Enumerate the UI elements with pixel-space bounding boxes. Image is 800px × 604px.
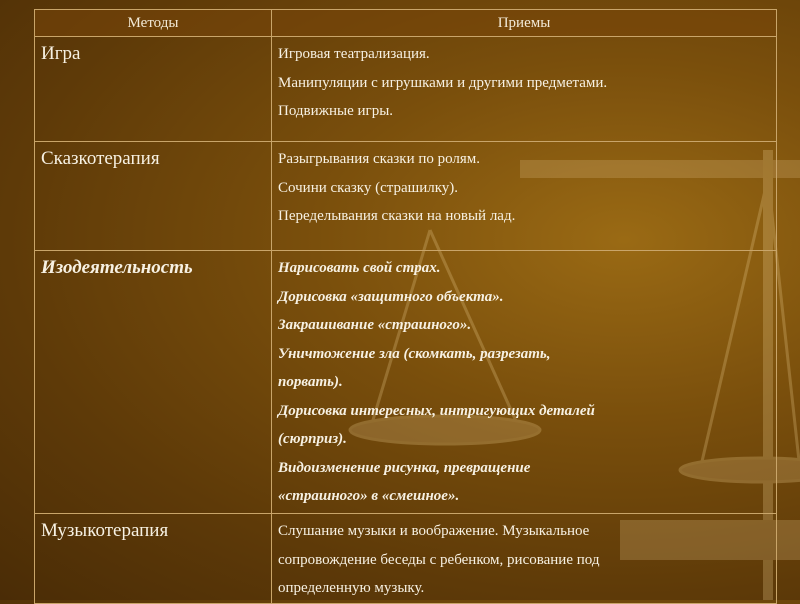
technique-line: порвать). — [278, 374, 343, 390]
technique-line: Переделывания сказки на новый лад. — [278, 208, 516, 224]
techniques-cell — [272, 514, 777, 604]
method-cell: Игра — [35, 37, 272, 142]
technique-line: Разыгрывания сказки по ролям. — [278, 151, 481, 167]
methods-table — [34, 9, 777, 604]
method-cell: Музыкотерапия — [35, 514, 272, 604]
techniques-cell — [272, 142, 777, 251]
table-row — [35, 251, 777, 514]
table-row — [35, 142, 777, 251]
technique-line: Сочини сказку (страшилку). — [278, 179, 459, 196]
techniques-cell — [272, 37, 777, 142]
techniques-cell — [272, 251, 777, 514]
header-methods: Методы — [35, 10, 272, 37]
technique-line: (сюрприз). — [278, 431, 347, 447]
technique-line: Манипуляции с игрушками и другими предметами. — [278, 74, 608, 91]
technique-line: Слушание музыки и воображение. Музыкальное — [278, 523, 590, 539]
technique-line: Нарисовать свой страх. — [278, 260, 441, 276]
technique-line: Игровая театрализация. — [278, 46, 430, 62]
table-row — [35, 37, 777, 142]
table-row — [35, 514, 777, 604]
technique-line: определенную музыку. — [278, 580, 425, 596]
technique-line: Уничтожение зла (скомкать, разрезать, — [278, 345, 551, 362]
table-header-row — [35, 10, 777, 37]
technique-line: сопровождение беседы с ребенком, рисование под — [278, 551, 600, 568]
technique-line: Видоизменение рисунка, превращение — [278, 459, 531, 476]
technique-line: «страшного» в «смешное». — [278, 488, 460, 504]
technique-line: Подвижные игры. — [278, 103, 394, 119]
header-techniques: Приемы — [272, 10, 777, 37]
method-cell: Изодеятельность — [35, 251, 272, 514]
technique-line: Дорисовка интересных, интригующих деталей — [278, 402, 595, 419]
technique-line: Дорисовка «защитного объекта». — [278, 288, 504, 305]
technique-line: Закрашивание «страшного». — [278, 317, 472, 333]
method-cell: Сказкотерапия — [35, 142, 272, 251]
